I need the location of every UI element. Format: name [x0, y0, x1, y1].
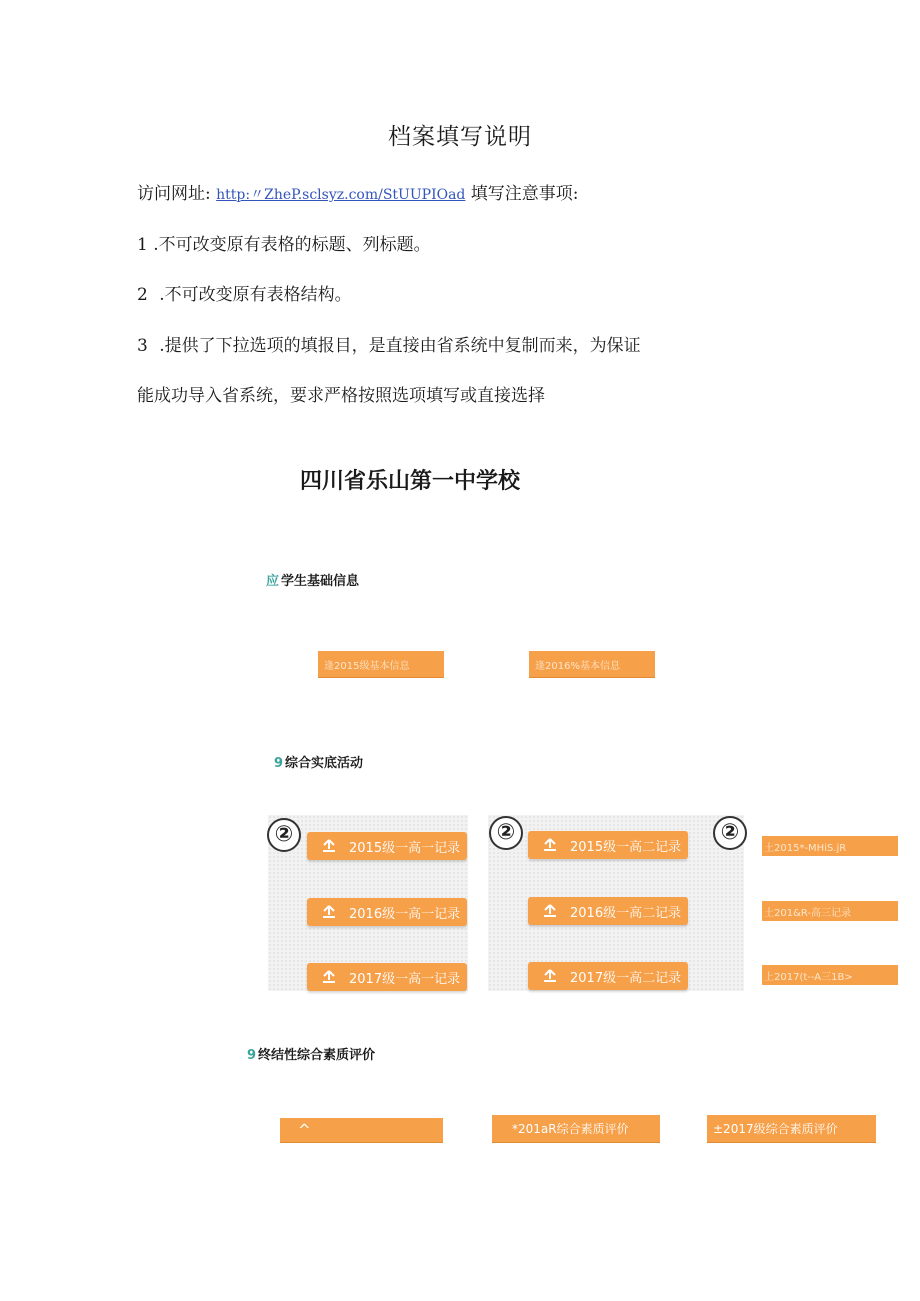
- note-text: .提供了下拉选项的填报目，是直接由省系统中复制而来，为保证: [159, 336, 641, 356]
- upload-label: 2016级一高二记录: [570, 905, 682, 921]
- upload-label: 2016级一高一记录: [349, 906, 461, 922]
- note-num: 1: [137, 235, 148, 255]
- school-name: 四川省乐山第一中学校: [299, 469, 520, 494]
- url-line: [137, 179, 579, 204]
- circled-two-icon: ②: [489, 816, 523, 850]
- note-item-2: [137, 280, 352, 305]
- note-item-1: [137, 230, 431, 255]
- section-marker: 应: [266, 574, 280, 589]
- upload-icon: [542, 903, 558, 919]
- section-marker: 9: [247, 1048, 257, 1063]
- section-label: 学生基础信息: [281, 574, 360, 589]
- section-practice: [274, 752, 363, 771]
- upload-2015-grade2-button[interactable]: [528, 831, 688, 859]
- upload-icon: [321, 838, 337, 854]
- upload-2015-grade3-button[interactable]: 土2015*-MHiS.jR: [762, 836, 898, 856]
- upload-icon: [542, 968, 558, 984]
- evaluation-2017-button[interactable]: ±2017级综合素质评价: [707, 1115, 876, 1143]
- upload-icon: [321, 904, 337, 920]
- upload-label: 2017级一高二记录: [570, 970, 682, 986]
- section-label: 综合实底活动: [285, 756, 364, 771]
- upload-icon: [321, 969, 337, 985]
- upload-label: 2015级一高一记录: [349, 840, 461, 856]
- url-prefix: 访问网址:: [137, 184, 211, 204]
- evaluation-2015-button[interactable]: ^: [280, 1118, 443, 1143]
- url-link[interactable]: http:〃ZheP.sclsyz.com/StUUPIOad: [216, 187, 466, 203]
- section-marker: 9: [274, 756, 284, 771]
- note-num: 3: [137, 336, 148, 356]
- upload-2016-grade1-button[interactable]: [307, 898, 467, 926]
- info-2015-button[interactable]: 逢2015级基本信息: [318, 651, 444, 678]
- doc-title: 档案填写说明: [388, 124, 532, 150]
- evaluation-2016-button[interactable]: *201aR综合素质评价: [492, 1115, 660, 1143]
- upload-label: 2015级一高二记录: [570, 839, 682, 855]
- upload-2016-grade3-button[interactable]: 土201&R-高三记录: [762, 901, 898, 921]
- circled-two-icon: ②: [267, 818, 301, 852]
- note-text: .不可改变原有表格结构。: [159, 285, 352, 305]
- upload-2017-grade3-button[interactable]: 上2017(t--A三1B>: [762, 965, 898, 985]
- note-continuation: 能成功导入省系统，要求严格按照选项填写或直接选择: [137, 386, 545, 406]
- note-item-3: [137, 331, 641, 356]
- url-suffix: 填写注意事项:: [470, 184, 579, 204]
- upload-2015-grade1-button[interactable]: [307, 832, 467, 860]
- upload-label: 2017级一高一记录: [349, 971, 461, 987]
- info-2016-button[interactable]: 逢2016%基本信息: [529, 651, 655, 678]
- note-text: .不可改变原有表格的标题、列标题。: [153, 235, 431, 255]
- upload-2017-grade1-button[interactable]: [307, 963, 467, 991]
- section-label: 终结性综合素质评价: [258, 1048, 376, 1063]
- section-final-evaluation: [247, 1044, 375, 1063]
- upload-2017-grade2-button[interactable]: [528, 962, 688, 990]
- upload-2016-grade2-button[interactable]: [528, 897, 688, 925]
- section-student-info: [266, 570, 359, 589]
- circled-two-icon: ②: [713, 816, 747, 850]
- upload-icon: [542, 837, 558, 853]
- note-num: 2: [137, 285, 148, 305]
